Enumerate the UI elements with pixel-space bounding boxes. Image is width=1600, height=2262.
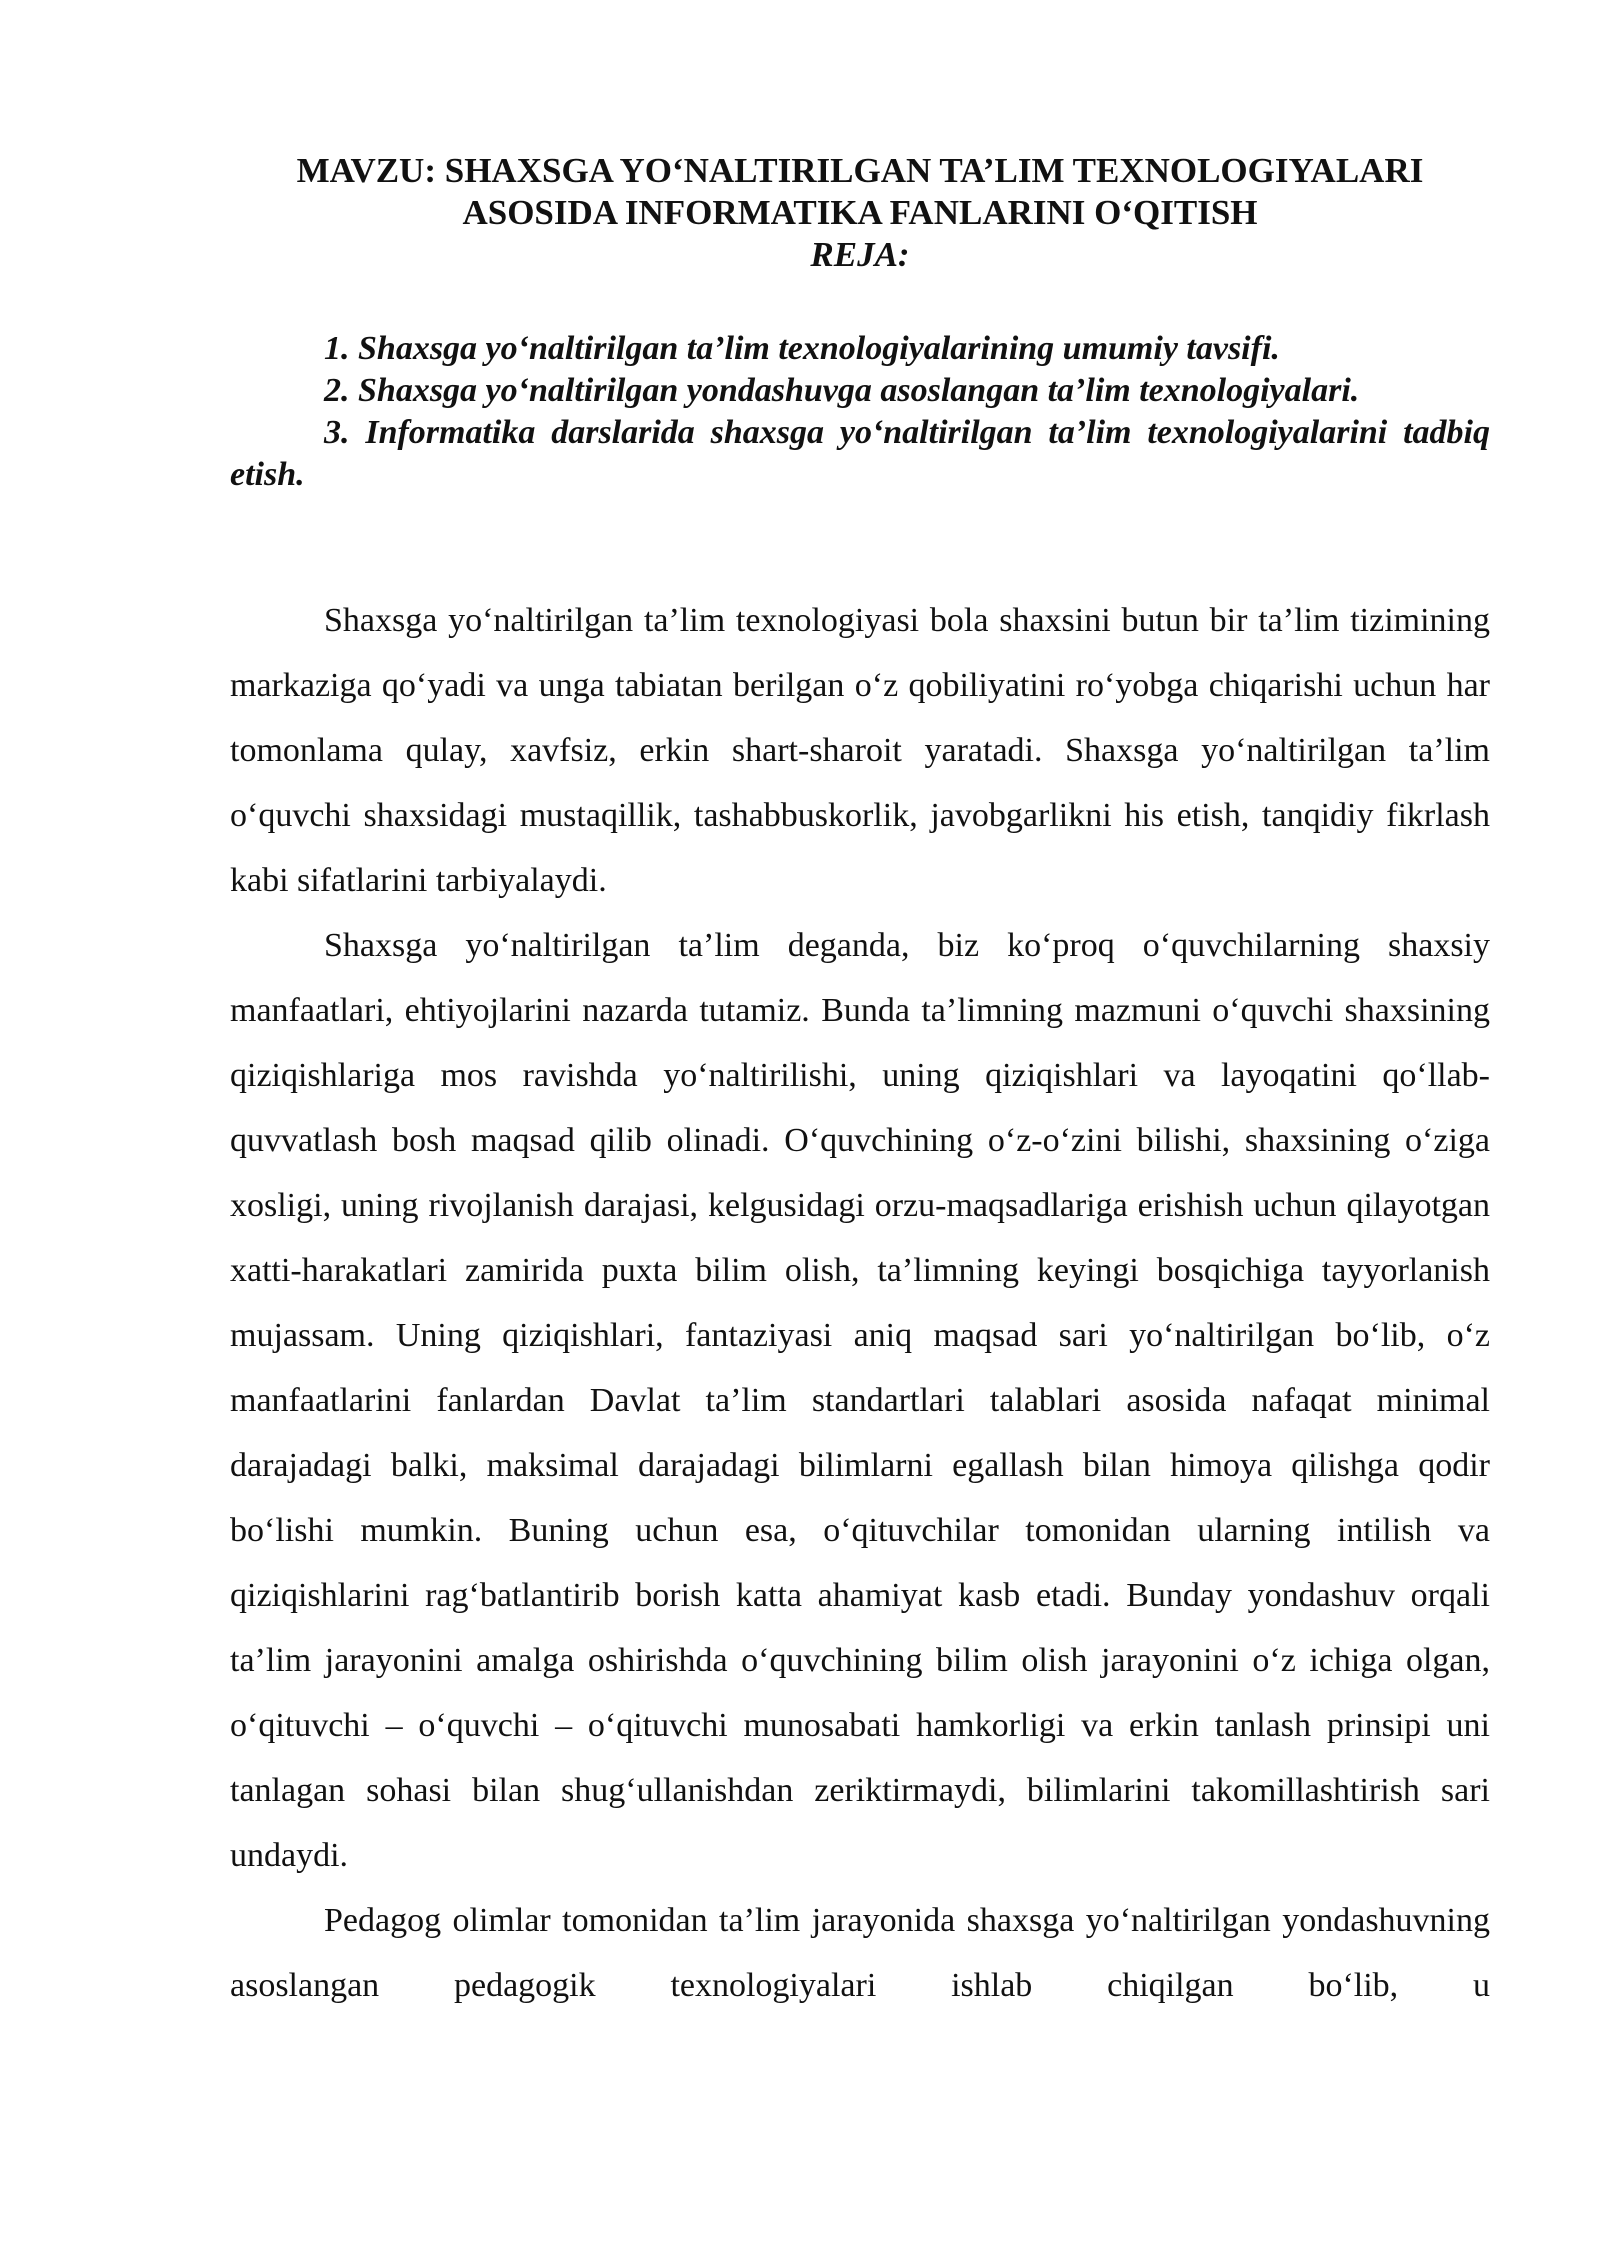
body-text [230,588,1490,2018]
plan-heading: REJA: [810,235,910,274]
document-title [230,150,1490,234]
title-line-1: MAVZU: SHAXSGA YO‘NALTIRILGAN TA’LIM TEXNOLOGIYALARI [296,151,1424,190]
paragraph: Pedagog olimlar tomonidan ta’lim jarayonida shaxsga yo‘naltirilgan yondashuvning asoslangan pedagogik texnologiyalari ishlab chiqilgan bo‘lib, u [230,1902,1490,2004]
plan-item: 2. Shaxsga yo‘naltirilgan yondashuvga asoslangan ta’lim texnologiyalari. [324,372,1360,409]
paragraph: Shaxsga yo‘naltirilgan ta’lim texnologiyasi bola shaxsini butun bir ta’lim tizimining markaziga qo‘yadi va unga tabiatan berilgan o‘z qobiliyatini ro‘yobga chiqarishi uchun har tomonlama qulay, xavfsiz, erkin shart-sharoit yaratadi. Shaxsga yo‘naltirilgan ta’lim o‘quvchi shaxsidagi mustaqillik, tashabbuskorlik, javobgarlikni his etish, tanqidiy fikrlash kabi sifatlarini tarbiyalaydi. [230,602,1490,899]
plan-list [230,328,1490,496]
plan-item: 1. Shaxsga yo‘naltirilgan ta’lim texnologiyalarining umumiy tavsifi. [324,330,1280,367]
plan-item: 3. Informatika darslarida shaxsga yo‘naltirilgan ta’lim texnologiyalarini tadbiq etish. [230,414,1490,493]
title-line-2: ASOSIDA INFORMATIKA FANLARINI O‘QITISH [462,193,1258,232]
paragraph: Shaxsga yo‘naltirilgan ta’lim deganda, biz ko‘proq o‘quvchilarning shaxsiy manfaatlari, ehtiyojlarini nazarda tutamiz. Bunda ta’limning mazmuni o‘quvchi shaxsining qiziqishlariga mos ravishda yo‘naltirilishi, uning qiziqishlari va layoqatini qo‘llab-quvvatlash bosh maqsad qilib olinadi. O‘quvchining o‘z-o‘zini bilishi, shaxsining o‘ziga xosligi, uning rivojlanish darajasi, kelgusidagi orzu-maqsadlariga erishish uchun qilayotgan xatti-harakatlari zamirida puxta bilim olish, ta’limning keyingi bosqichiga tayyorlanish mujassam. Uning qiziqishlari, fantaziyasi aniq maqsad sari yo‘naltirilgan bo‘lib, o‘z manfaatlarini fanlardan Davlat ta’lim standartlari talablari asosida nafaqat minimal darajadagi balki, maksimal darajadagi bilimlarni egallash bilan himoya qilishga qodir bo‘lishi mumkin. Buning uchun esa, o‘qituvchilar tomonidan ularning intilish va qiziqishlarini rag‘batlantirib borish katta ahamiyat kasb etadi. Bunday yondashuv orqali ta’lim jarayonini amalga oshirishda o‘quvchining bilim olish jarayonini o‘z ichiga olgan, o‘qituvchi – o‘quvchi – o‘qituvchi munosabati hamkorligi va erkin tanlash prinsipi uni tanlagan sohasi bilan shug‘ullanishdan zeriktirmaydi, bilimlarini takomillashtirish sari undaydi. [230,927,1490,1874]
